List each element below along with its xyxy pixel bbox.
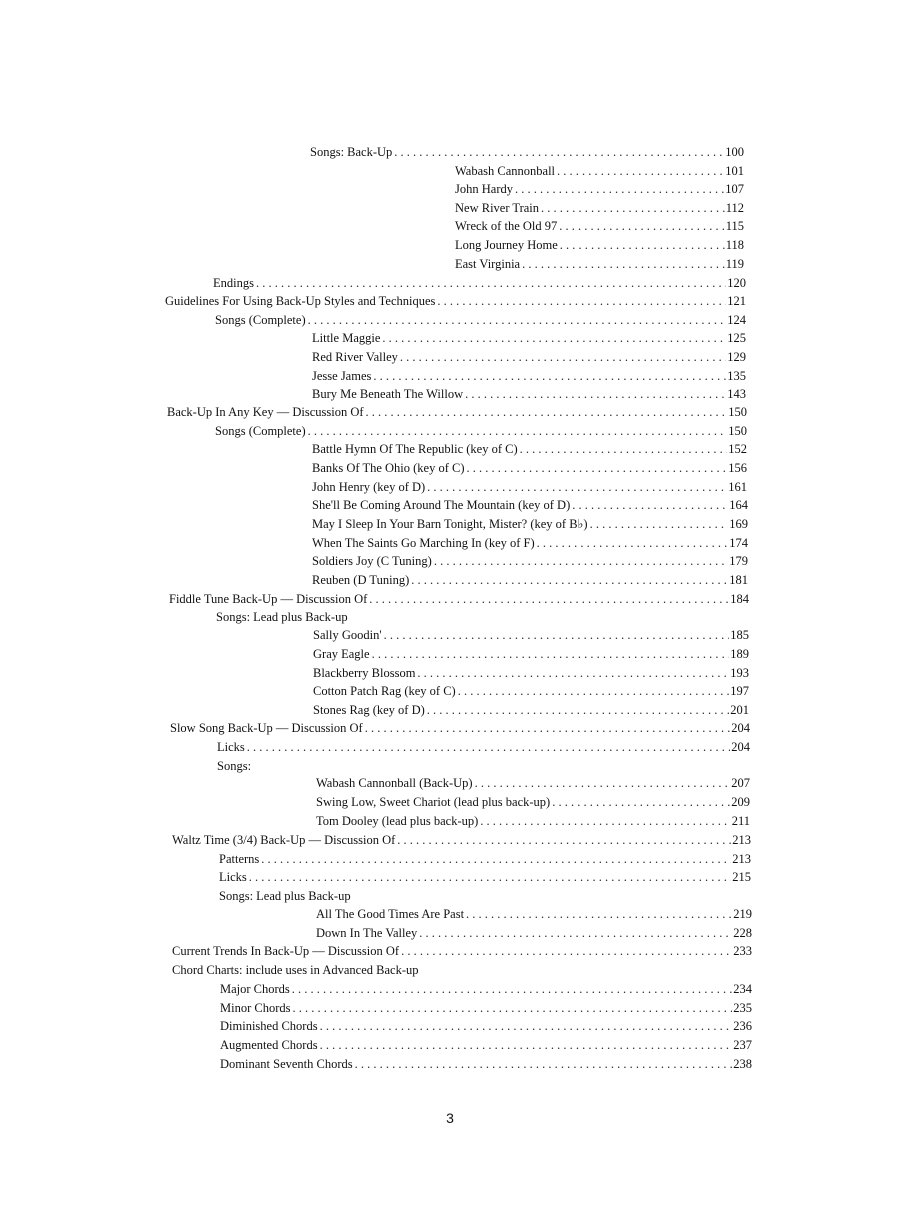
toc-entry-page: 234 <box>733 982 752 996</box>
toc-entry <box>312 367 746 385</box>
toc-entry-page: 120 <box>727 276 746 290</box>
toc-entry-title: Fiddle Tune Back-Up — Discussion Of <box>169 592 368 606</box>
toc-entry-title: Licks <box>217 740 245 754</box>
toc-entry-page: 124 <box>727 313 746 327</box>
toc-entry <box>316 924 752 942</box>
toc-entry-title: Red River Valley <box>312 350 398 364</box>
toc-entry-page: 118 <box>725 238 744 252</box>
toc-entry-title: Tom Dooley (lead plus back-up) <box>316 814 479 828</box>
toc-entry <box>316 793 750 811</box>
toc-entry <box>172 831 751 849</box>
toc-entry <box>312 440 747 458</box>
toc-leader-dots <box>557 162 724 180</box>
toc-entry <box>455 162 744 180</box>
toc-entry-page: 204 <box>731 721 750 735</box>
toc-entry-page: 228 <box>733 926 752 940</box>
toc-entry <box>312 348 746 366</box>
toc-entry-page: 143 <box>727 387 746 401</box>
toc-entry <box>313 645 749 663</box>
toc-entry-title: Back-Up In Any Key — Discussion Of <box>167 405 364 419</box>
toc-entry-page: 213 <box>732 833 751 847</box>
toc-entry-title: Songs (Complete) <box>215 313 306 327</box>
toc-entry-page: 193 <box>730 666 749 680</box>
toc-leader-dots <box>308 311 727 329</box>
toc-entry-page: 152 <box>728 442 747 456</box>
toc-entry <box>312 478 747 496</box>
toc-entry-page: 156 <box>728 461 747 475</box>
toc-leader-dots <box>369 590 729 608</box>
toc-leader-dots <box>437 292 726 310</box>
toc-entry-title: All The Good Times Are Past <box>316 907 465 921</box>
toc-leader-dots <box>401 942 732 960</box>
toc-entry-title: Reuben (D Tuning) <box>312 573 410 587</box>
toc-entry-title: Songs (Complete) <box>215 424 306 438</box>
toc-entry-page: 219 <box>733 907 752 921</box>
toc-entry <box>313 626 749 644</box>
toc-entry <box>219 887 353 905</box>
toc-leader-dots <box>372 645 730 663</box>
toc-leader-dots <box>256 274 726 292</box>
toc-leader-dots <box>292 980 732 998</box>
toc-entry <box>455 180 744 198</box>
toc-leader-dots <box>522 255 725 273</box>
toc-entry-title: Blackberry Blossom <box>313 666 416 680</box>
toc-leader-dots <box>590 515 729 533</box>
toc-entry <box>220 1017 752 1035</box>
toc-leader-dots <box>537 534 729 552</box>
toc-entry <box>312 385 746 403</box>
toc-entry-title: Banks Of The Ohio (key of C) <box>312 461 465 475</box>
toc-entry-title: Guidelines For Using Back-Up Styles and Techniques <box>165 294 436 308</box>
toc-leader-dots <box>293 999 733 1017</box>
toc-entry-title: Chord Charts: include uses in Advanced Back-up <box>172 963 419 977</box>
toc-entry <box>219 850 751 868</box>
toc-entry-page: 150 <box>728 405 747 419</box>
toc-entry-title: John Henry (key of D) <box>312 480 426 494</box>
toc-entry <box>220 980 752 998</box>
toc-entry-title: Gray Eagle <box>313 647 370 661</box>
toc-entry-title: Cotton Patch Rag (key of C) <box>313 684 456 698</box>
toc-leader-dots <box>427 478 727 496</box>
toc-leader-dots <box>552 793 730 811</box>
toc-entry <box>167 403 747 421</box>
toc-leader-dots <box>458 682 730 700</box>
toc-leader-dots <box>247 738 730 756</box>
toc-entry-page: 129 <box>727 350 746 364</box>
toc-entry-title: Jesse James <box>312 369 372 383</box>
toc-entry <box>312 552 748 570</box>
toc-leader-dots <box>355 1055 733 1073</box>
toc-leader-dots <box>520 440 728 458</box>
toc-leader-dots <box>384 626 730 644</box>
toc-entry-page: 135 <box>727 369 746 383</box>
toc-leader-dots <box>541 199 725 217</box>
toc-entry <box>312 496 748 514</box>
toc-entry-title: Songs: Back-Up <box>310 145 393 159</box>
toc-entry-page: 213 <box>732 852 751 866</box>
toc-entry-title: When The Saints Go Marching In (key of F) <box>312 536 535 550</box>
toc-entry-title: Songs: Lead plus Back-up <box>219 889 351 903</box>
toc-entry-title: Waltz Time (3/4) Back-Up — Discussion Of <box>172 833 396 847</box>
toc-entry-page: 189 <box>730 647 749 661</box>
toc-entry-page: 197 <box>730 684 749 698</box>
toc-entry-title: East Virginia <box>455 257 521 271</box>
toc-entry-page: 185 <box>730 628 749 642</box>
toc-entry <box>310 143 744 161</box>
toc-entry <box>169 590 749 608</box>
toc-entry-title: Augmented Chords <box>220 1038 318 1052</box>
toc-leader-dots <box>559 217 724 235</box>
toc-entry-page: 235 <box>733 1001 752 1015</box>
toc-entry-title: Dominant Seventh Chords <box>220 1057 353 1071</box>
toc-entry-title: Licks <box>219 870 247 884</box>
toc-entry-page: 125 <box>727 331 746 345</box>
toc-entry <box>215 422 747 440</box>
toc-entry <box>172 961 420 979</box>
toc-entry-title: Long Journey Home <box>455 238 558 252</box>
page-number: 3 <box>446 1110 454 1126</box>
toc-entry-page: 181 <box>729 573 748 587</box>
toc-leader-dots <box>249 868 731 886</box>
toc-entry <box>217 757 253 775</box>
toc-entry-page: 169 <box>729 517 748 531</box>
toc-entry <box>455 236 744 254</box>
toc-leader-dots <box>365 719 731 737</box>
toc-entry <box>312 329 746 347</box>
toc-entry-page: 100 <box>725 145 744 159</box>
toc-entry-page: 237 <box>733 1038 752 1052</box>
toc-entry <box>165 292 746 310</box>
toc-entry <box>455 199 744 217</box>
toc-leader-dots <box>515 180 724 198</box>
toc-entry-title: Major Chords <box>220 982 290 996</box>
toc-entry <box>213 274 746 292</box>
toc-entry-page: 119 <box>725 257 744 271</box>
toc-entry-page: 233 <box>733 944 752 958</box>
toc-entry-title: New River Train <box>455 201 540 215</box>
toc-entry-title: Patterns <box>219 852 260 866</box>
toc-entry-page: 121 <box>727 294 746 308</box>
toc-entry-page: 150 <box>728 424 747 438</box>
toc-entry-page: 207 <box>731 776 750 790</box>
toc-entry-page: 101 <box>725 164 744 178</box>
toc-entry-title: Sally Goodin' <box>313 628 382 642</box>
toc-leader-dots <box>572 496 728 514</box>
toc-entry-page: 201 <box>730 703 749 717</box>
toc-leader-dots <box>427 701 729 719</box>
toc-entry <box>216 608 350 626</box>
toc-entry-title: John Hardy <box>455 182 513 196</box>
toc-leader-dots <box>480 812 730 830</box>
toc-entry-title: Diminished Chords <box>220 1019 318 1033</box>
toc-entry <box>313 682 749 700</box>
toc-entry <box>455 217 744 235</box>
toc-entry-title: Swing Low, Sweet Chariot (lead plus back-up) <box>316 795 551 809</box>
toc-entry <box>220 1055 752 1073</box>
toc-entry-page: 112 <box>725 201 744 215</box>
toc-leader-dots <box>397 831 731 849</box>
toc-entry-title: Little Maggie <box>312 331 381 345</box>
toc-entry <box>312 459 747 477</box>
toc-leader-dots <box>434 552 728 570</box>
toc-entry-title: Wabash Cannonball <box>455 164 556 178</box>
toc-entry-title: May I Sleep In Your Barn Tonight, Mister? (key of B♭) <box>312 517 588 531</box>
toc-leader-dots <box>400 348 726 366</box>
toc-entry-title: Songs: Lead plus Back-up <box>216 610 348 624</box>
toc-entry-title: Current Trends In Back-Up — Discussion Of <box>172 944 400 958</box>
toc-entry <box>220 999 752 1017</box>
toc-leader-dots <box>320 1036 733 1054</box>
toc-leader-dots <box>411 571 728 589</box>
toc-entry-title: Wabash Cannonball (Back-Up) <box>316 776 473 790</box>
toc-leader-dots <box>475 774 731 792</box>
toc-entry <box>316 774 750 792</box>
toc-entry-title: Soldiers Joy (C Tuning) <box>312 554 432 568</box>
toc-entry-page: 215 <box>732 870 751 884</box>
toc-leader-dots <box>467 459 728 477</box>
toc-entry <box>217 738 750 756</box>
toc-entry-page: 164 <box>729 498 748 512</box>
toc-entry <box>170 719 750 737</box>
toc-leader-dots <box>261 850 731 868</box>
toc-entry-title: Down In The Valley <box>316 926 418 940</box>
toc-leader-dots <box>373 367 726 385</box>
toc-entry-page: 238 <box>733 1057 752 1071</box>
toc-entry <box>313 701 749 719</box>
toc-entry-page: 161 <box>728 480 747 494</box>
toc-entry-page: 174 <box>729 536 748 550</box>
toc-entry-title: She'll Be Coming Around The Mountain (key of D) <box>312 498 571 512</box>
toc-entry-title: Battle Hymn Of The Republic (key of C) <box>312 442 518 456</box>
toc-entry-title: Endings <box>213 276 254 290</box>
toc-entry <box>455 255 744 273</box>
toc-leader-dots <box>417 664 729 682</box>
toc-leader-dots <box>382 329 726 347</box>
toc-entry-page: 236 <box>733 1019 752 1033</box>
toc-entry-page: 115 <box>725 219 744 233</box>
toc-leader-dots <box>394 143 724 161</box>
toc-entry-title: Minor Chords <box>220 1001 291 1015</box>
toc-leader-dots <box>419 924 732 942</box>
toc-leader-dots <box>560 236 725 254</box>
toc-entry-title: Bury Me Beneath The Willow <box>312 387 464 401</box>
toc-leader-dots <box>465 385 726 403</box>
toc-entry <box>312 534 748 552</box>
toc-entry <box>215 311 746 329</box>
toc-entry-title: Wreck of the Old 97 <box>455 219 558 233</box>
toc-entry <box>316 905 752 923</box>
toc-entry <box>312 515 748 533</box>
toc-leader-dots <box>366 403 728 421</box>
toc-entry <box>172 942 752 960</box>
toc-entry-title: Slow Song Back-Up — Discussion Of <box>170 721 363 735</box>
toc-entry-page: 211 <box>731 814 750 828</box>
toc-leader-dots <box>320 1017 733 1035</box>
toc-entry-page: 107 <box>725 182 744 196</box>
toc-entry-title: Songs: <box>217 759 252 773</box>
toc-entry <box>316 812 750 830</box>
toc-entry-title: Stones Rag (key of D) <box>313 703 425 717</box>
toc-entry <box>220 1036 752 1054</box>
toc-entry <box>219 868 751 886</box>
toc-entry-page: 204 <box>731 740 750 754</box>
toc-leader-dots <box>466 905 732 923</box>
toc-entry-page: 209 <box>731 795 750 809</box>
toc-entry <box>312 571 748 589</box>
toc-entry-page: 179 <box>729 554 748 568</box>
toc-entry-page: 184 <box>730 592 749 606</box>
toc-entry <box>313 664 749 682</box>
toc-leader-dots <box>308 422 728 440</box>
